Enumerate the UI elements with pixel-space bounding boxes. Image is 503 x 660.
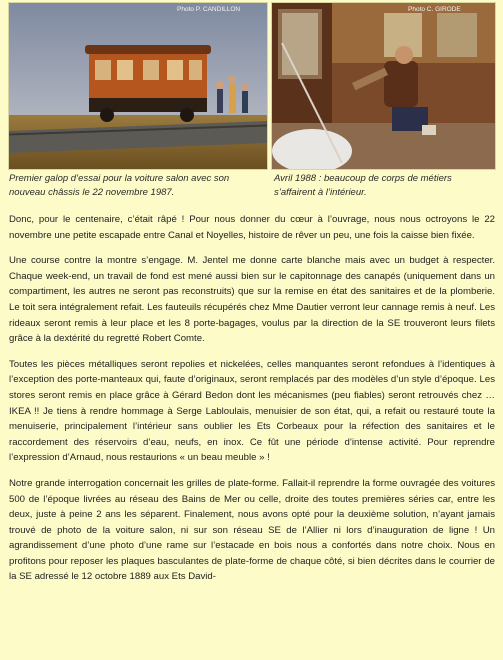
article-body <box>9 212 495 595</box>
photo-caption-left: Premier galop d’essai pour la voiture salon avec son nouveau châssis le 22 novembre 1987. <box>9 173 230 198</box>
article-paragraph-1: Donc, pour le centenaire, c’était râpé ! Pour nous donner du cœur à l’ouvrage, nous nous octroyons le 22 novembre une petite escapade entre Canal et Noyelles, histoire de rêver un peu, une fois la caisse bien fixée. <box>9 214 495 241</box>
photo-interior-workers <box>271 2 496 170</box>
interior-photo-image <box>272 3 495 169</box>
photo-credit-right: Photo C. GIRODE <box>408 6 461 13</box>
photo-caption-right: Avril 1988 : beaucoup de corps de métiers s’affairent à l’intérieur. <box>274 173 452 198</box>
article-paragraph-2: Une course contre la montre s’engage. M. Jentel me donne carte blanche mais avec un budget à respecter. Chaque week-end, un travail de fond est mené aussi bien sur le capitonnage des canapés (uniquement dans un compartiment, les autres ne seront pas reconstruits) que sur la remise en état des sanitaires et de la plomberie. Le toit sera intégralement refait. Les fauteuils récupérés chez Mme Dautier verront leur cannage remis à neuf. Les rideaux seront remis à leur place et les 8 porte-bagages, voulus par la direction de la SE trouveront leurs filets grâce à la dextérité du regretté Robert Comte. <box>9 255 495 345</box>
article-paragraph-4: Notre grande interrogation concernait les grilles de plate-forme. Fallait-il reprendre la forme ouvragée des voitures 500 de l’époque livrées au réseau des Bains de Mer ou celle, droite des toutes premières séries car, entre les deux, juste à peine 2 ans les séparent. Finalement, nous avons opté pour la deuxième solution, n’ayant jamais trouvé de photo de la voiture salon, ni sur son réseau SE de l’Allier ni lors d’inauguration de ligne ! Un agrandissement d’une photo d’une rame sur l’estacade en bois nous a confortés dans notre choix. Nous en profitons pour reposer les plaques basculantes de plate-forme de chaque côté, si bien décrites dans le courrier de la SE adressé le 12 octobre 1889 aux Ets David- <box>9 477 495 583</box>
article-paragraph-3: Toutes les pièces métalliques seront repolies et nickelées, celles manquantes seront refondues à l’identiques à l’exception des porte-manteaux qui, faute d’originaux, seront remplacés par des modèles d’un style d’époque. Les stores seront remis en place grâce à Gérard Bedon dont les mécanismes (peu fiables) seront retrouvés chez … IKEA !! Je tiens à rendre hommage à Serge Labloulais, menuisier de son état, qui, a refait ou restauré toute la menuiserie, principalement l’intérieur sans oublier les Ets Corbeaux pour la réfection des sanitaires et le raccordement des réservoirs d’eau, neufs, en inox. Ce fût une période d’intense activité. Pour reprendre l’expression d’Arnaud, nous restaurions « un beau meuble » ! <box>9 358 495 464</box>
railcar-photo-image <box>9 3 267 169</box>
photo-railcar-trial-run <box>8 2 268 170</box>
photo-credit-left: Photo P. CANDILLON <box>177 6 241 13</box>
